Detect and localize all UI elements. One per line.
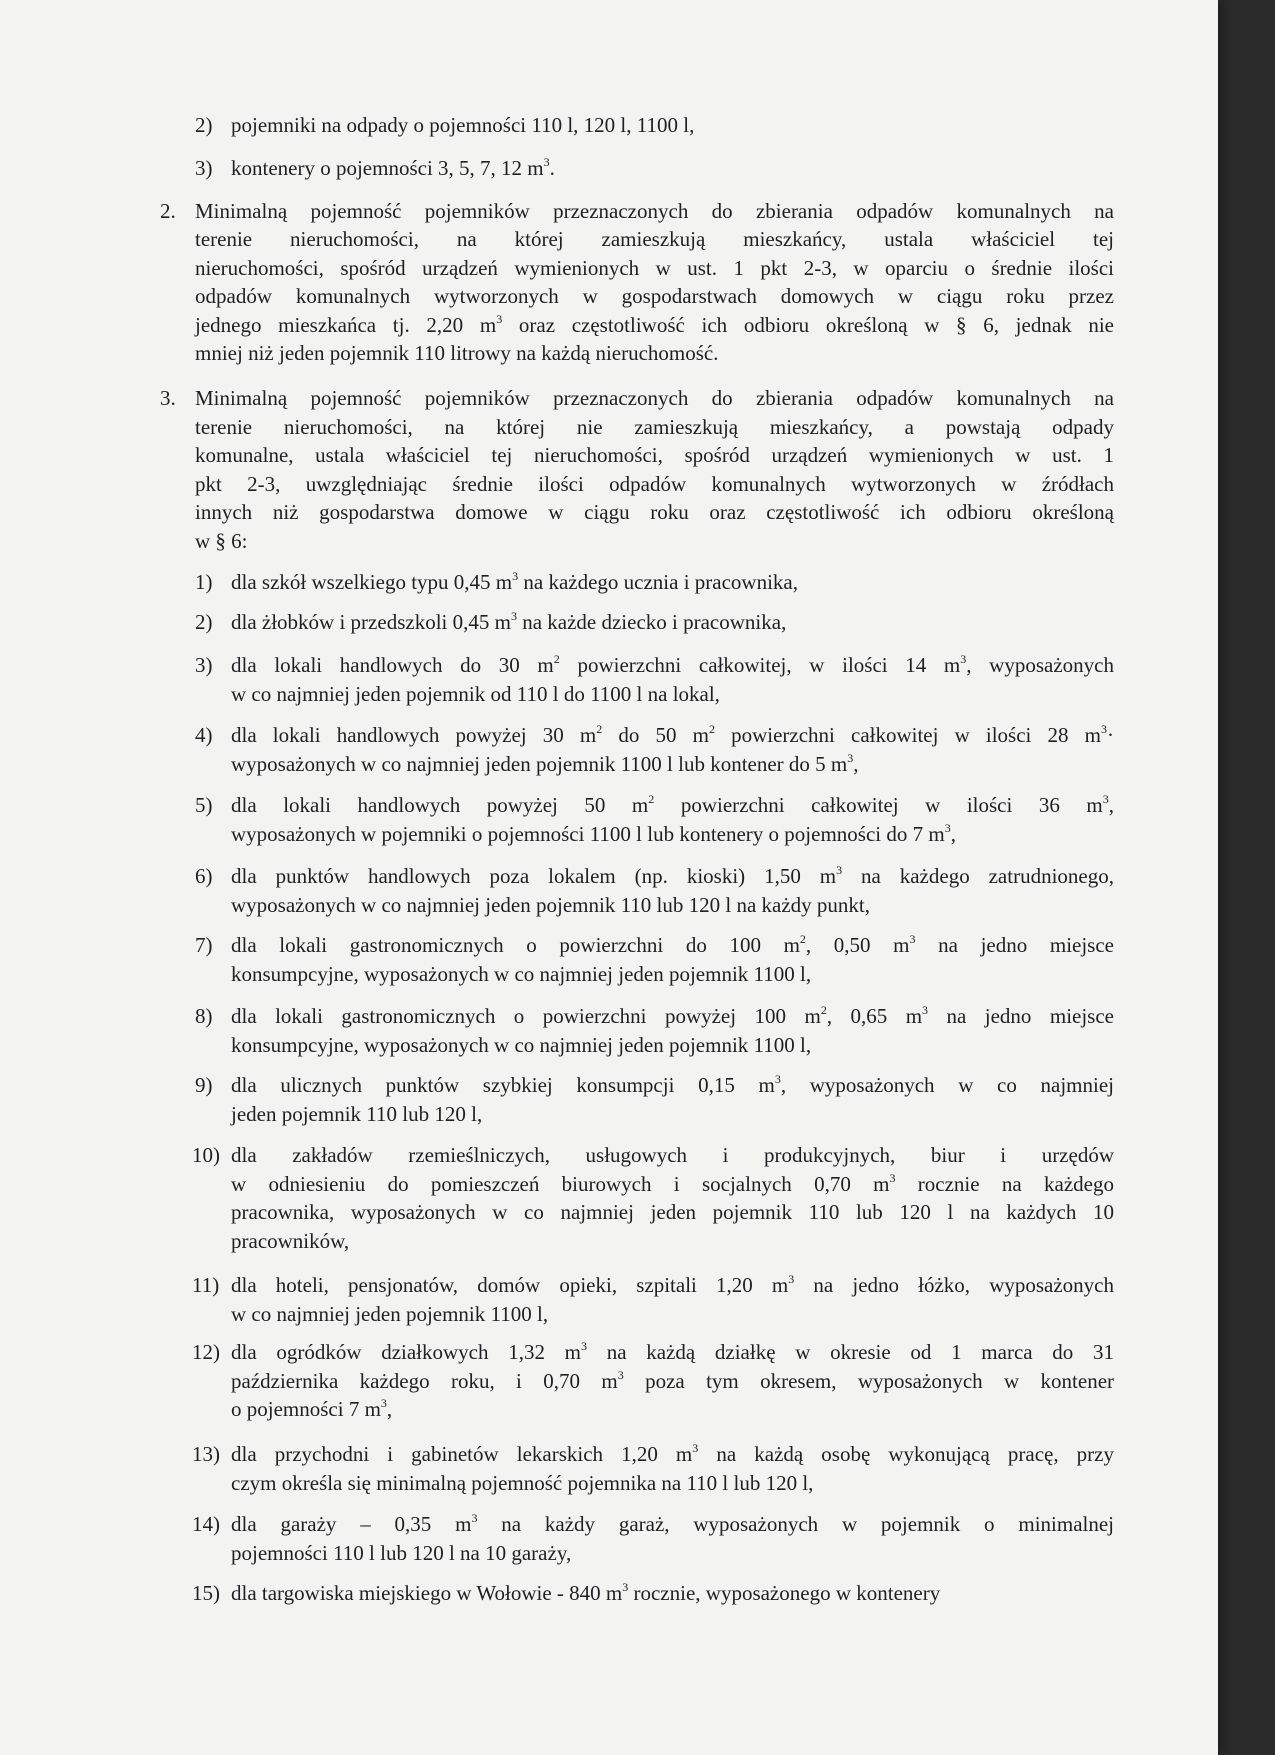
list-item-3-line: dla lokali handlowych do 30 $m^2$ powierzchni całkowitej, w ilości 14 $m^3$, wyposażonych — [231, 652, 1114, 677]
paragraph-3-line: pkt 2-3, uwzględniając średnie ilości odpadów komunalnych wytworzonych w źródłach — [195, 471, 1114, 496]
list-item-8-line: dla lokali gastronomicznych o powierzchni powyżej 100 $m^2$, 0,65 $m^3$ na jedno miejsce — [231, 1003, 1114, 1028]
list-item-8-line: konsumpcyjne, wyposażonych w co najmniej jeden pojemnik 1100 l, — [231, 1032, 812, 1057]
list-item-1-line: dla szkół wszelkiego typu 0,45 $m^3$ na każdego ucznia i pracownika, — [231, 569, 798, 594]
list-item-3-line: w co najmniej jeden pojemnik od 110 l do 1100 l na lokal, — [231, 681, 720, 706]
list-item-4-line: wyposażonych w co najmniej jeden pojemnik 1100 l lub kontener do 5 $m^3$, — [231, 750, 859, 776]
list-item-12-line: o pojemności 7 $m^3$, — [231, 1396, 393, 1422]
list-item-12-line: października każdego roku, i 0,70 $m^3$ poza tym okresem, wyposażonych w kontener — [231, 1367, 1115, 1393]
paragraph-2-line: jednego mieszkańca tj. 2,20 $m^3$ oraz częstotliwość ich odbioru określoną w § 6, jednak nie — [195, 311, 1114, 337]
paragraph-3-line: innych niż gospodarstwa domowe w ciągu roku oraz częstotliwość ich odbioru określoną — [195, 500, 1114, 525]
list-item-line: kontenery o pojemności 3, 5, 7, 12 $m^3$. — [231, 155, 555, 180]
list-item-2-number: 2) — [195, 610, 213, 634]
list-item-13-line: dla przychodni i gabinetów lekarskich 1,20 $m^3$ na każdą osobę wykonującą pracę, przy — [231, 1441, 1114, 1466]
list-item-line: pojemniki na odpady o pojemności 110 l, 120 l, 1100 l, — [231, 113, 695, 137]
list-item-10-line: pracownika, wyposażonych w co najmniej jeden pojemnik 110 lub 120 l na każdych 10 — [231, 1200, 1114, 1225]
list-item-14-line: pojemności 110 l lub 120 l na 10 garaży, — [231, 1540, 572, 1565]
list-item-2-line: dla żłobków i przedszkoli 0,45 $m^3$ na każde dziecko i pracownika, — [231, 609, 787, 634]
list-item-7-line: dla lokali gastronomicznych o powierzchni do 100 $m^2$, 0,50 $m^3$ na jedno miejsce — [231, 932, 1114, 957]
list-item-9-number: 9) — [195, 1073, 213, 1097]
list-item-10-line: w odniesieniu do pomieszczeń biurowych i socjalnych 0,70 $m^3$ rocznie na każdego — [231, 1170, 1114, 1196]
list-item-13-number: 13) — [192, 1442, 220, 1466]
paragraph-2-number: 2. — [160, 199, 176, 223]
paragraph-2-line: Minimalną pojemność pojemników przeznaczonych do zbierania odpadów komunalnych na — [195, 199, 1114, 223]
list-item-1-number: 1) — [195, 570, 213, 594]
list-item-12-line: dla ogródków działkowych 1,32 $m^3$ na każdą działkę w okresie od 1 marca do 31 — [231, 1339, 1114, 1364]
paragraph-2-line: nieruchomości, spośród urządzeń wymienionych w ust. 1 pkt 2-3, w oparciu o średnie ilości — [195, 255, 1114, 280]
list-item-11-line: dla hoteli, pensjonatów, domów opieki, szpitali 1,20 $m^3$ na jedno łóżko, wyposażonych — [231, 1272, 1114, 1297]
list-item-9-line: dla ulicznych punktów szybkiej konsumpcji 0,15 $m^3$, wyposażonych w co najmniej — [231, 1072, 1114, 1097]
list-item-4-line: dla lokali handlowych powyżej 30 $m^2$ do 50 $m^2$ powierzchni całkowitej w ilości 28 $m^3\cdot$ — [231, 722, 1114, 747]
list-item-3-number: 3) — [195, 653, 213, 677]
paragraph-3-line: w § 6: — [195, 529, 248, 553]
list-item-6-line: wyposażonych w co najmniej jeden pojemnik 110 lub 120 l na każdy punkt, — [231, 892, 871, 917]
list-item-5-number: 5) — [195, 793, 213, 817]
list-item-8-number: 8) — [195, 1004, 213, 1028]
paragraph-2-line: terenie nieruchomości, na której zamieszkują mieszkańcy, ustala właściciel tej — [195, 227, 1114, 252]
list-item-6-line: dla punktów handlowych poza lokalem (np. kioski) 1,50 $m^3$ na każdego zatrudnionego, — [231, 863, 1114, 888]
list-item-13-line: czym określa się minimalną pojemność pojemnika na 110 l lub 120 l, — [231, 1470, 814, 1495]
list-item-10-line: dla zakładów rzemieślniczych, usługowych i produkcyjnych, biur i urzędów — [231, 1143, 1114, 1167]
list-item-15-number: 15) — [192, 1581, 220, 1605]
paragraph-3-number: 3. — [160, 386, 176, 410]
list-item-4-number: 4) — [195, 723, 213, 747]
list-item-15-line: dla targowiska miejskiego w Wołowie - 840 $m^3$ rocznie, wyposażonego w kontenery — [231, 1580, 941, 1605]
paragraph-2-line: odpadów komunalnych wytworzonych w gospodarstwach domowych w ciągu roku przez — [195, 284, 1114, 309]
paragraph-3-line: terenie nieruchomości, na której nie zamieszkują mieszkańcy, a powstają odpady — [195, 414, 1114, 439]
paragraph-3-line: komunalne, ustala właściciel tej nieruchomości, spośród urządzeń wymienionych w ust. 1 — [195, 443, 1114, 468]
list-item-5-line: wyposażonych w pojemniki o pojemności 1100 l lub kontenery o pojemności do 7 $m^3$, — [231, 820, 956, 846]
list-item-6-number: 6) — [195, 864, 213, 888]
list-item-7-line: konsumpcyjne, wyposażonych w co najmniej jeden pojemnik 1100 l, — [231, 961, 812, 986]
list-item-10-line: pracowników, — [231, 1229, 350, 1254]
list-item-10-number: 10) — [192, 1143, 220, 1167]
list-item-9-line: jeden pojemnik 110 lub 120 l, — [231, 1101, 483, 1126]
list-item-14-number: 14) — [192, 1512, 220, 1536]
list-item-11-number: 11) — [192, 1273, 220, 1297]
list-item-7-number: 7) — [195, 933, 213, 957]
list-item-number: 3) — [195, 156, 213, 180]
list-item-11-line: w co najmniej jeden pojemnik 1100 l, — [231, 1301, 549, 1326]
list-item-number: 2) — [195, 113, 213, 137]
list-item-12-number: 12) — [192, 1340, 220, 1364]
list-item-5-line: dla lokali handlowych powyżej 50 $m^2$ powierzchni całkowitej w ilości 36 $m^3$, — [231, 792, 1114, 817]
list-item-14-line: dla garaży – 0,35 $m^3$ na każdy garaż, wyposażonych w pojemnik o minimalnej — [231, 1511, 1115, 1536]
paragraph-3-line: Minimalną pojemność pojemników przeznaczonych do zbierania odpadów komunalnych na — [195, 386, 1114, 410]
paragraph-2-line: mniej niż jeden pojemnik 110 litrowy na każdą nieruchomość. — [195, 341, 719, 365]
